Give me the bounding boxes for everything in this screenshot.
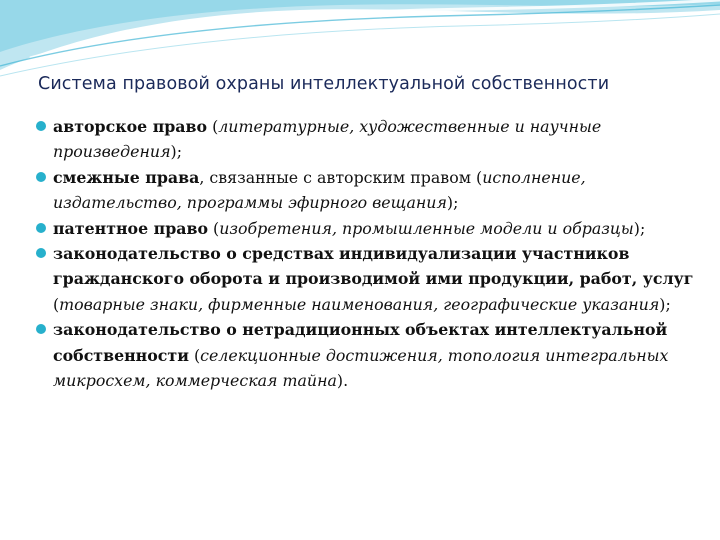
item-examples: товарные знаки, фирменные наименования, географические указания	[59, 294, 660, 314]
item-examples: исполнение, издательство, программы эфирного вещания	[53, 167, 586, 213]
item-term: законодательство о средствах индивидуализации участников гражданского оборота и производимой ими продукции, работ, услуг	[53, 244, 694, 289]
bullet-list	[36, 114, 696, 393]
slide-title: Система правовой охраны интеллектуальной собственности	[38, 74, 610, 94]
list-item: авторское право (литературные, художественные и научные произведения);	[36, 114, 696, 165]
item-term: патентное право	[53, 218, 208, 238]
bullet-icon	[36, 223, 46, 233]
item-end: ;	[665, 294, 671, 314]
list-item: патентное право (изобретения, промышленные модели и образцы);	[36, 216, 696, 241]
item-end: ;	[176, 142, 183, 162]
list-item: смежные права, связанные с авторским правом (исполнение, издательство, программы эфирного вещания);	[36, 165, 696, 216]
item-connector: , связанные с авторским правом	[199, 167, 471, 187]
bullet-icon	[36, 172, 46, 182]
item-end: .	[343, 371, 349, 391]
item-examples: изобретения, промышленные модели и образцы	[219, 218, 634, 238]
item-term: законодательство о нетрадиционных объектах интеллектуальной собственности	[53, 320, 668, 365]
item-term: смежные права	[53, 167, 200, 187]
list-item: законодательство о нетрадиционных объектах интеллектуальной собственности (селекционные достижения, топология интегральных микросхем, коммерческая тайна).	[36, 317, 696, 393]
item-term: авторское право	[53, 117, 208, 136]
bullet-icon	[36, 248, 46, 258]
item-end: ;	[453, 193, 459, 213]
item-end: ;	[639, 218, 646, 238]
bullet-icon	[36, 121, 46, 131]
item-examples: селекционные достижения, топология интегральных микросхем, коммерческая тайна	[53, 345, 669, 391]
list-item: законодательство о средствах индивидуализации участников гражданского оборота и производимой ими продукции, работ, услуг (товарные знаки, фирменные наименования, географические указания);	[36, 241, 696, 317]
item-examples: литературные, художественные и научные произведения	[53, 117, 602, 162]
bullet-icon	[36, 324, 46, 334]
